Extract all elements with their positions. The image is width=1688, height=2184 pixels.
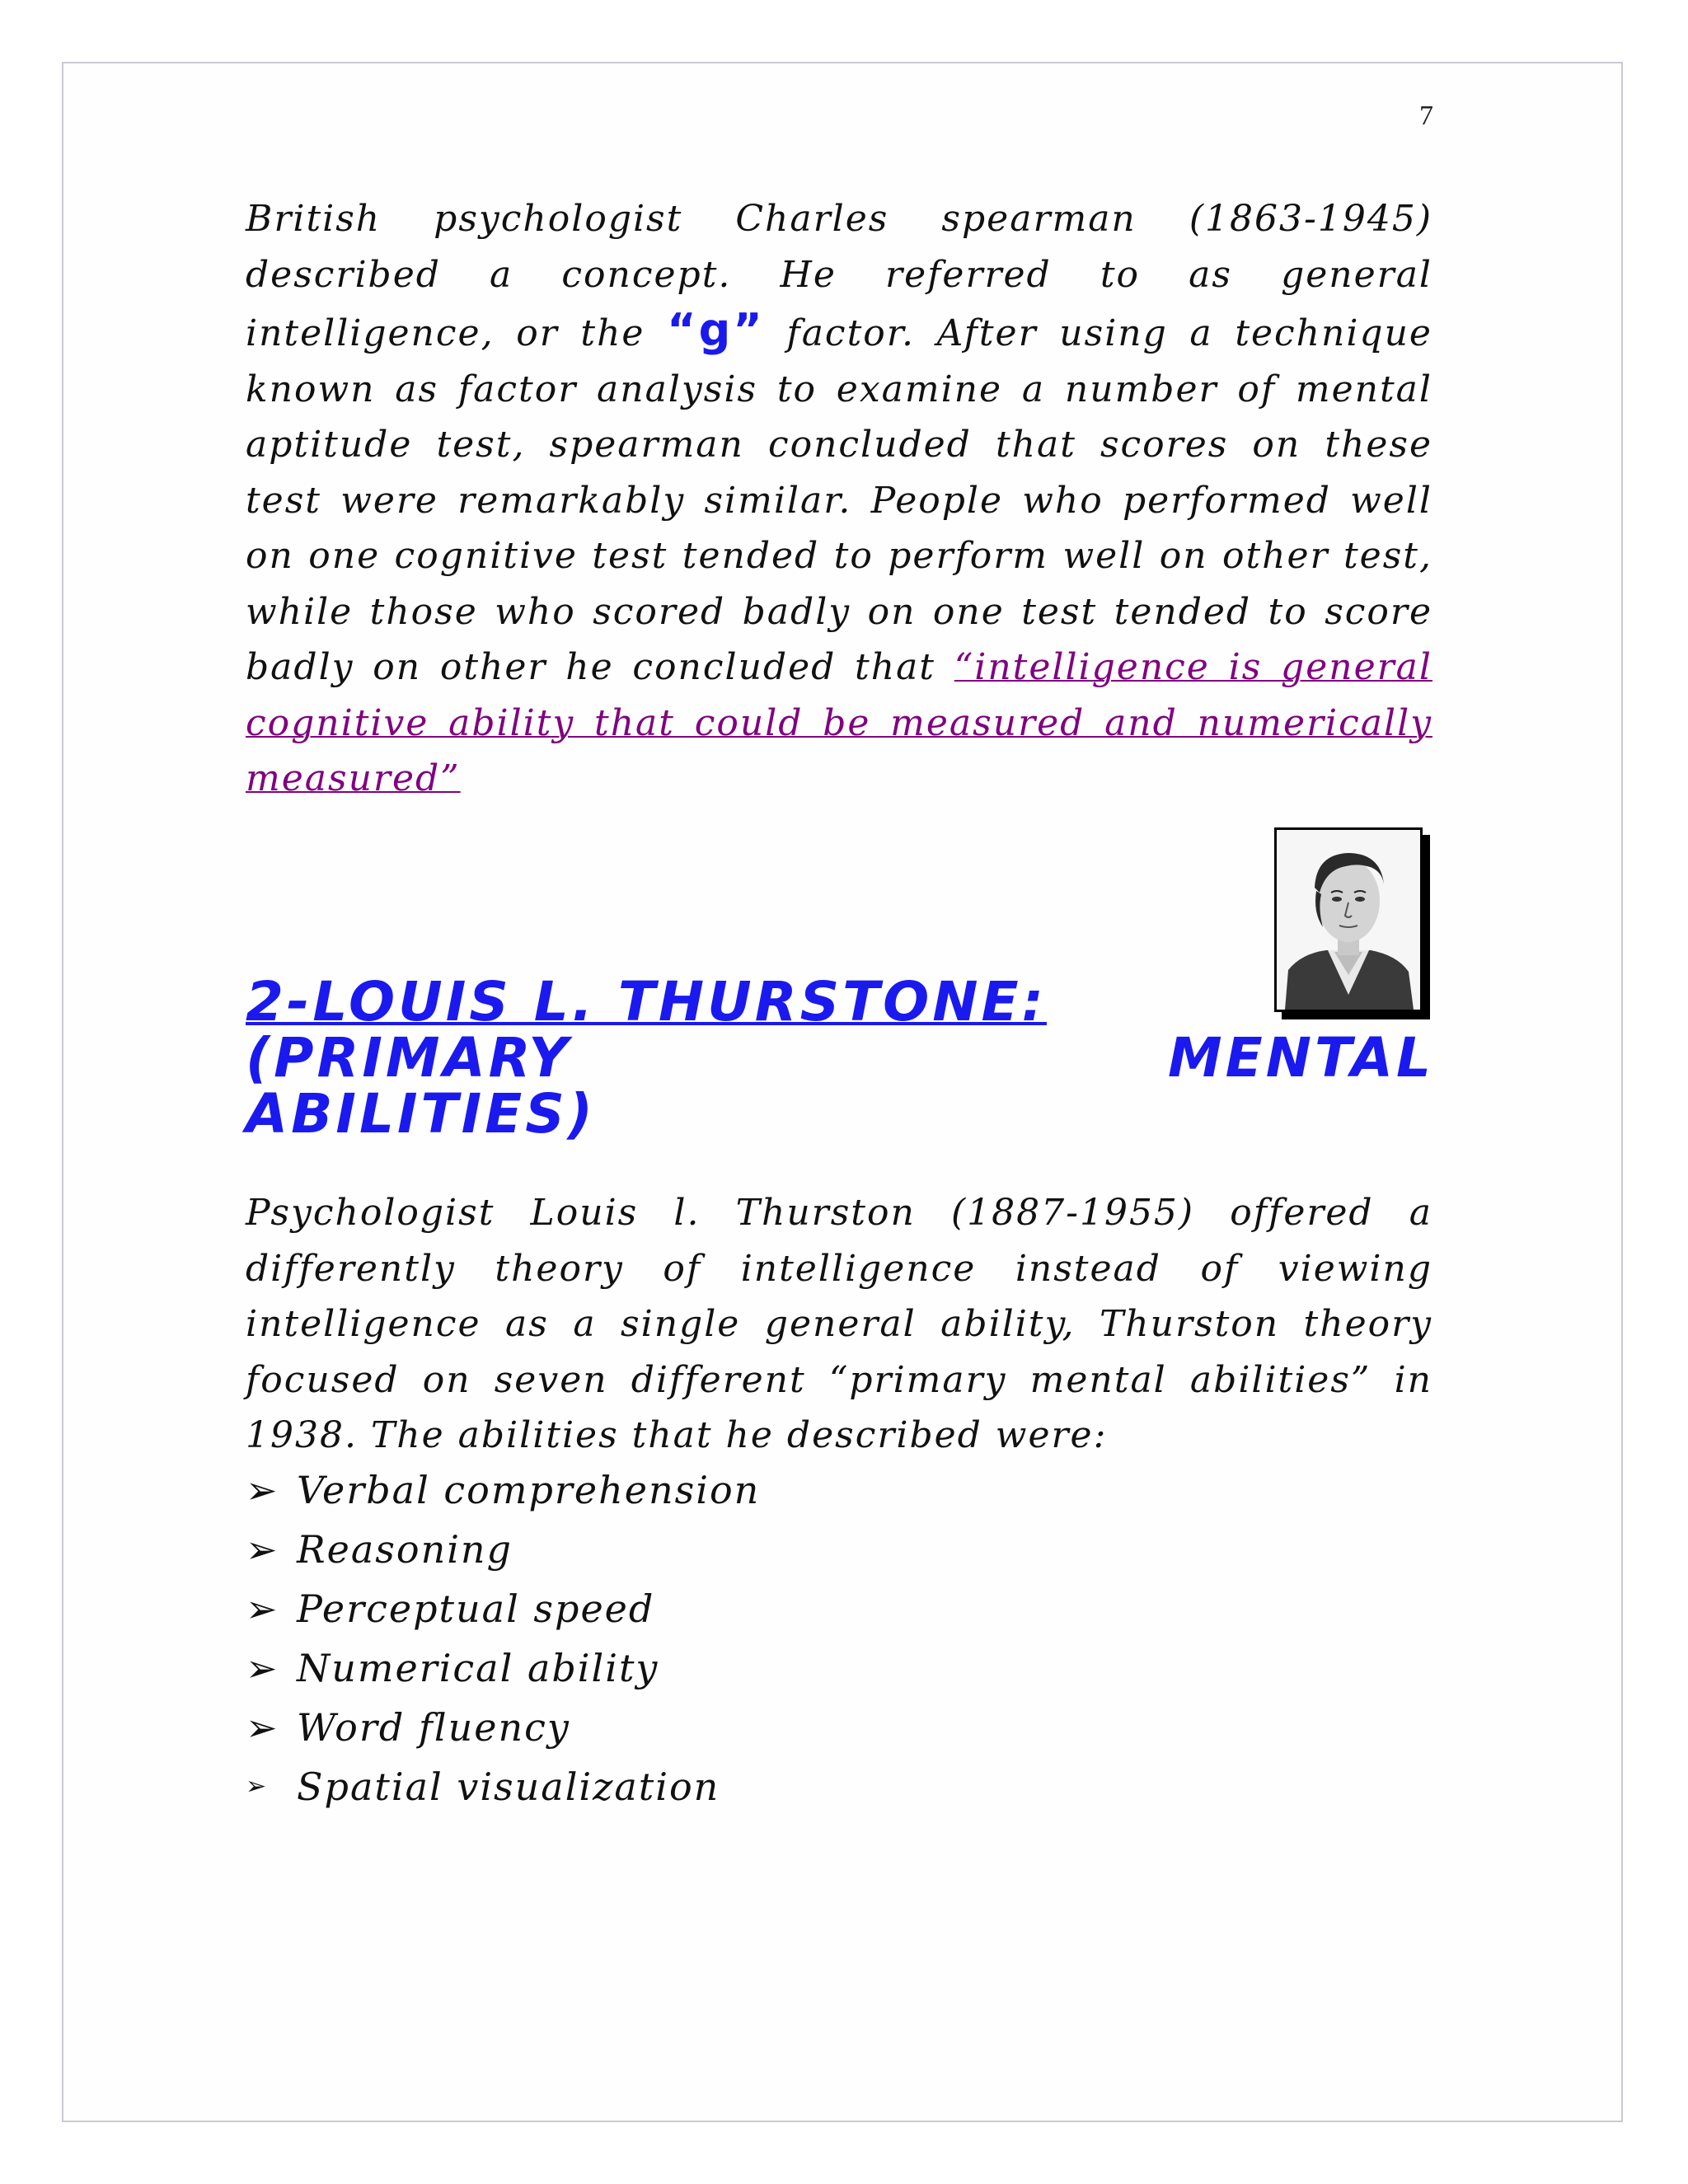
list-item-label: Word fluency xyxy=(297,1705,570,1750)
g-factor-label: “g” xyxy=(667,304,765,356)
para1-line: badly on one test tended to score badly on other he xyxy=(246,590,1432,688)
para1-line: British psychologist Charles spearman (1863-1945) xyxy=(246,198,1432,240)
list-item-label: Spatial visualization xyxy=(297,1765,720,1809)
arrowhead-bullet-icon: ➢ xyxy=(246,1527,279,1572)
para1-line: intelligence, or the xyxy=(246,312,645,354)
list-item xyxy=(246,1757,760,1816)
list-item-label: Numerical ability xyxy=(297,1646,659,1690)
para1-line: that scores on these test were remarkably similar. xyxy=(246,424,1432,522)
arrowhead-bullet-icon: ➢ xyxy=(246,1705,279,1750)
para1-line: to perform well on other test, while those who scored xyxy=(246,535,1432,633)
para1-line: technique known as factor analysis to examine a xyxy=(246,312,1432,410)
arrowhead-bullet-icon: ➢ xyxy=(246,1586,279,1631)
list-item-label: Verbal comprehension xyxy=(297,1468,761,1512)
intelligence-definition-quote: “intelligence is general cognitive ability that could be measured and numerically measured” xyxy=(246,646,1432,799)
list-item-label: Reasoning xyxy=(297,1527,513,1572)
heading-word-primary: (PRIMARY xyxy=(246,1026,572,1090)
para1-line: factor. After using a xyxy=(786,312,1213,354)
para1-line: number of mental aptitude test, spearman concluded xyxy=(246,368,1432,466)
arrowhead-bullet-icon: ➢ xyxy=(246,1772,269,1801)
arrowhead-bullet-icon: ➢ xyxy=(246,1468,279,1512)
heading-line: ABILITIES) xyxy=(246,1082,596,1146)
thurstone-paragraph: Psychologist Louis l. Thurston (1887-1955) offered a differently theory of intelligence instead of viewing intelligence as a single general ability, Thurston theory focused on seven different “primary mental abilities” in 1938. The abilities that he described were: xyxy=(246,1192,1432,1456)
list-item xyxy=(246,1638,760,1698)
heading-line xyxy=(246,1026,1434,1090)
spearman-paragraph xyxy=(246,191,1432,807)
list-item xyxy=(246,1460,760,1520)
list-item xyxy=(246,1520,760,1579)
page-number: 7 xyxy=(1419,101,1433,131)
heading-line: 2-LOUIS L. THURSTONE: xyxy=(246,970,1047,1033)
thurstone-heading xyxy=(246,970,1434,1146)
list-item-label: Perceptual speed xyxy=(297,1586,655,1631)
para1-line: described a concept. He referred to as general xyxy=(246,253,1432,296)
primary-abilities-list xyxy=(246,1460,760,1816)
para1-line: concluded that xyxy=(632,646,935,688)
heading-word-mental: MENTAL xyxy=(1167,1026,1434,1090)
para1-line: People who performed well on one cognitive test tended xyxy=(246,479,1432,577)
list-item xyxy=(246,1579,760,1638)
arrowhead-bullet-icon: ➢ xyxy=(246,1646,279,1690)
list-item xyxy=(246,1698,760,1757)
